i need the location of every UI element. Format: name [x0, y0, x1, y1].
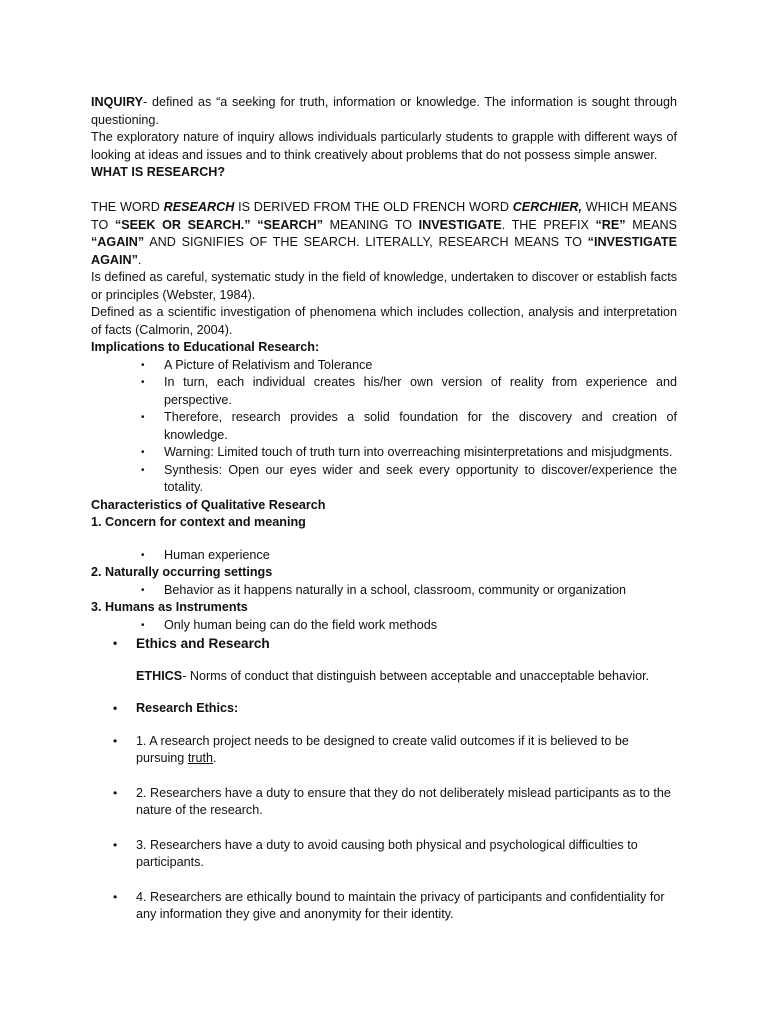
document-page [91, 94, 677, 924]
list-item: • Only human being can do the field work methods [91, 617, 677, 635]
bullet-icon: • [141, 584, 145, 596]
ethics-definition: ETHICS- Norms of conduct that distinguish between acceptable and unacceptable behavior. [136, 668, 650, 683]
list-item: • Behavior as it happens naturally in a school, classroom, community or organization [91, 582, 677, 600]
bullet-icon: • [141, 377, 145, 388]
characteristic-3-list [91, 617, 677, 635]
qualitative-heading: Characteristics of Qualitative Research [91, 497, 326, 512]
bullet-icon: • [113, 636, 118, 650]
ethics-item-3: • 3. Researchers have a duty to avoid causing both physical and psychological difficulties to participants. [113, 837, 638, 869]
characteristic-2: 2. Naturally occurring settings [91, 565, 273, 579]
list-item: • Human experience [91, 547, 677, 565]
characteristic-3: 3. Humans as Instruments [91, 600, 248, 614]
ethics-item-2: • 2. Researchers have a duty to ensure that they do not deliberately mislead participants as to the nature of the research. [113, 785, 671, 817]
implications-heading: Implications to Educational Research: [91, 340, 320, 354]
characteristic-2-list [91, 582, 677, 600]
definition-webster: Is defined as careful, systematic study in the field of knowledge, undertaken to discover or establish facts or principles (Webster, 1984). [91, 270, 677, 302]
bullet-icon: • [141, 619, 145, 631]
implications-list [91, 357, 677, 497]
inquiry-definition: INQUIRY- defined as “a seeking for truth, information or knowledge. The information is sought through questioning. [91, 95, 677, 127]
characteristic-1-list [91, 547, 677, 565]
list-item: • Synthesis: Open our eyes wider and seek every opportunity to discover/experience the totality. [141, 462, 677, 494]
ethics-item-4: • 4. Researchers are ethically bound to maintain the privacy of participants and confidentiality for any information they give and anonymity for their identity. [113, 889, 665, 921]
what-is-research-heading: WHAT IS RESEARCH? [91, 165, 226, 179]
definition-calmorin: Defined as a scientific investigation of phenomena which includes collection, analysis and interpretation of facts (Calmorin, 2004). [91, 305, 677, 337]
ethics-item-1: • 1. A research project needs to be designed to create valid outcomes if it is believed to be pursuing truth. [113, 733, 629, 765]
etymology-paragraph: THE WORD RESEARCH IS DERIVED FROM THE OLD FRENCH WORD CERCHIER, WHICH MEANS TO “SEEK OR SEARCH.” “SEARCH” MEANING TO INVESTIGATE. THE PREFIX “RE” MEANS “AGAIN” AND SIGNIFIES OF THE SEARCH. LITERALLY, RESEARCH MEANS TO “INVESTIGATE AGAIN”. [91, 200, 677, 267]
list-item: • In turn, each individual creates his/her own version of reality from experience and perspective. [141, 375, 677, 407]
bullet-icon: • [113, 701, 118, 715]
bullet-icon: • [113, 733, 118, 748]
characteristic-1: 1. Concern for context and meaning [91, 515, 306, 529]
bullet-icon: • [113, 785, 118, 800]
bullet-icon: • [141, 464, 145, 476]
bullet-icon: • [113, 837, 118, 852]
list-item: • A Picture of Relativism and Tolerance [91, 357, 677, 375]
list-item: • Warning: Limited touch of truth turn into overreaching misinterpretations and misjudgments. [91, 444, 677, 462]
research-ethics-heading: • Research Ethics: [91, 700, 677, 718]
bullet-icon: • [141, 412, 145, 423]
bullet-icon: • [141, 359, 145, 371]
bullet-icon: • [113, 889, 118, 904]
bullet-icon: • [141, 447, 145, 458]
ethics-heading: • Ethics and Research [113, 636, 270, 651]
bullet-icon: • [141, 549, 145, 561]
inquiry-term: INQUIRY [91, 95, 144, 109]
list-item: • Therefore, research provides a solid foundation for the discovery and creation of knowledge. [141, 410, 677, 442]
inquiry-exploratory: The exploratory nature of inquiry allows individuals particularly students to grapple with different ways of looking at ideas and issues and to think creatively about problems that do not possess simple answer. [91, 130, 677, 162]
